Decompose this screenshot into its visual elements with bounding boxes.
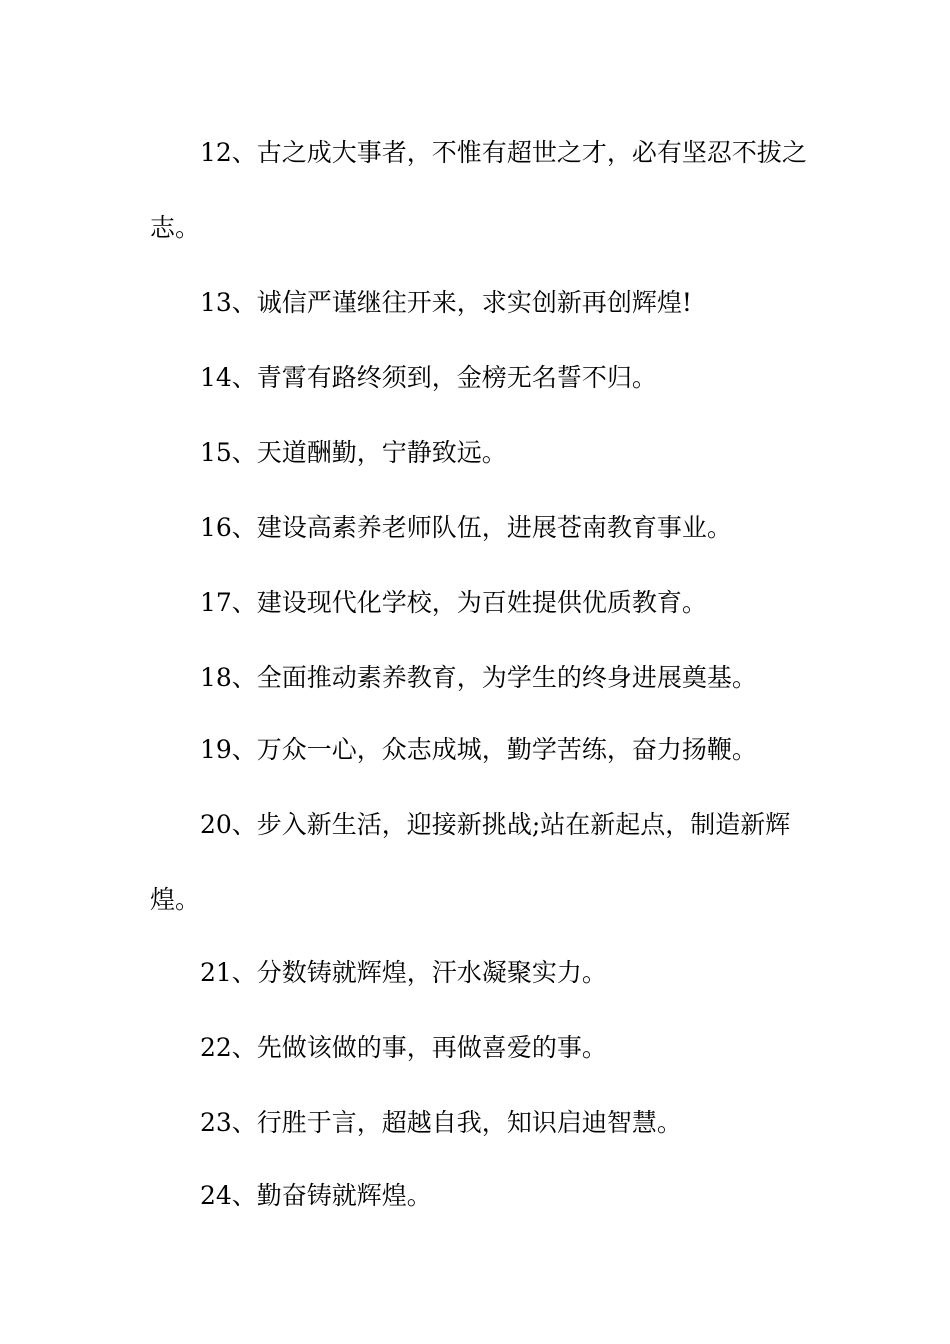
paragraph-12: 12、古之成大事者，不惟有超世之才，必有坚忍不拔之志。 [150,138,807,242]
paragraph-16: 16、建设高素养老师队伍，进展苍南教育事业。 [200,513,732,542]
paragraph-19: 19、万众一心，众志成城，勤学苦练，奋力扬鞭。 [200,735,757,764]
paragraph-14: 14、青霄有路终须到，金榜无名誓不归。 [200,363,657,392]
paragraph-17: 17、建设现代化学校，为百姓提供优质教育。 [200,588,707,617]
paragraph-22: 22、先做该做的事，再做喜爱的事。 [200,1033,607,1062]
paragraph-23: 23、行胜于言，超越自我，知识启迪智慧。 [200,1108,682,1137]
paragraph-18: 18、全面推动素养教育，为学生的终身进展奠基。 [200,663,757,692]
paragraph-15: 15、天道酬勤，宁静致远。 [200,438,507,467]
paragraph-20: 20、步入新生活，迎接新挑战;站在新起点，制造新辉煌。 [150,810,791,914]
paragraph-21: 21、分数铸就辉煌，汗水凝聚实力。 [200,958,607,987]
paragraph-24: 24、勤奋铸就辉煌。 [200,1181,432,1210]
paragraph-13: 13、诚信严谨继往开来，求实创新再创辉煌! [200,288,692,317]
